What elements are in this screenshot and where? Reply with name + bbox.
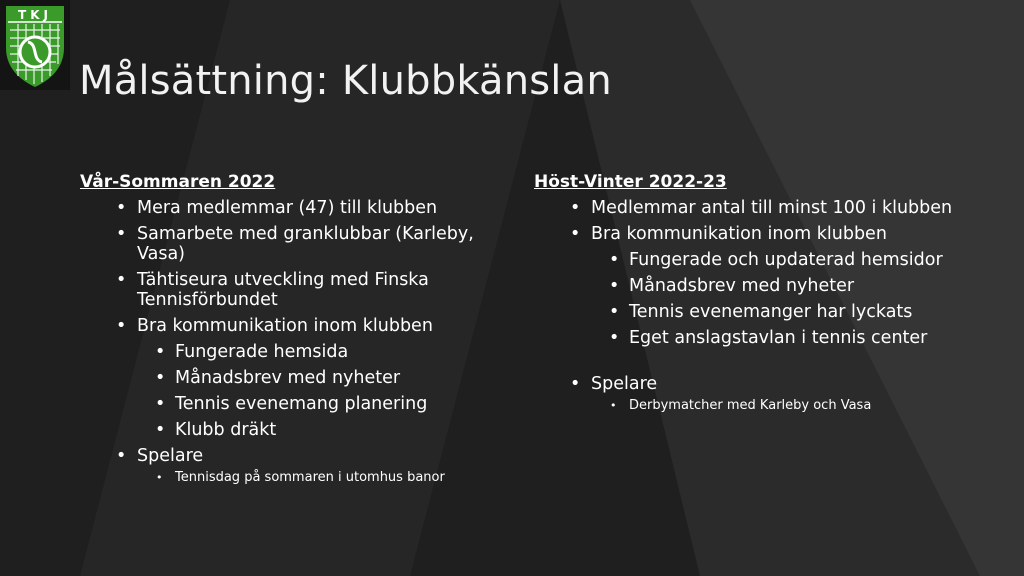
sub-list-item: • Tennis evenemang planering xyxy=(80,394,500,414)
left-list xyxy=(80,198,500,486)
logo-letters: TKJ xyxy=(18,8,52,22)
list-item: • Tähtiseura utveckling med Finska Tennisförbundet xyxy=(80,270,500,310)
sub-list-item: • Eget anslagstavlan i tennis center xyxy=(534,328,964,348)
sub-list-item: • Klubb dräkt xyxy=(80,420,500,440)
list-item: • Bra kommunikation inom klubben xyxy=(80,316,500,336)
sub-list-item: • Fungerade och updaterad hemsidor xyxy=(534,250,964,270)
list-item: • Medlemmar antal till minst 100 i klubben xyxy=(534,198,964,218)
left-heading: Vår-Sommaren 2022 xyxy=(80,172,276,192)
players-sub-item: • Derbymatcher med Karleby och Vasa xyxy=(534,398,964,414)
left-column xyxy=(80,173,500,486)
players-item: • Spelare xyxy=(80,446,500,466)
list-item: • Bra kommunikation inom klubben xyxy=(534,224,964,244)
list-item: • Mera medlemmar (47) till klubben xyxy=(80,198,500,218)
club-logo xyxy=(0,0,70,90)
players-item: • Spelare xyxy=(534,374,964,394)
sub-list-item: • Tennis evenemanger har lyckats xyxy=(534,302,964,322)
right-column xyxy=(534,173,964,414)
sub-list-item: • Månadsbrev med nyheter xyxy=(80,368,500,388)
page-title: Målsättning: Klubbkänslan xyxy=(79,58,612,104)
sub-list-item: • Fungerade hemsida xyxy=(80,342,500,362)
players-sub-item: • Tennisdag på sommaren i utomhus banor xyxy=(80,470,500,486)
sub-list-item: • Månadsbrev med nyheter xyxy=(534,276,964,296)
right-list xyxy=(534,198,964,414)
list-item: • Samarbete med granklubbar (Karleby, Vasa) xyxy=(80,224,500,264)
right-heading: Höst-Vinter 2022-23 xyxy=(534,172,727,192)
